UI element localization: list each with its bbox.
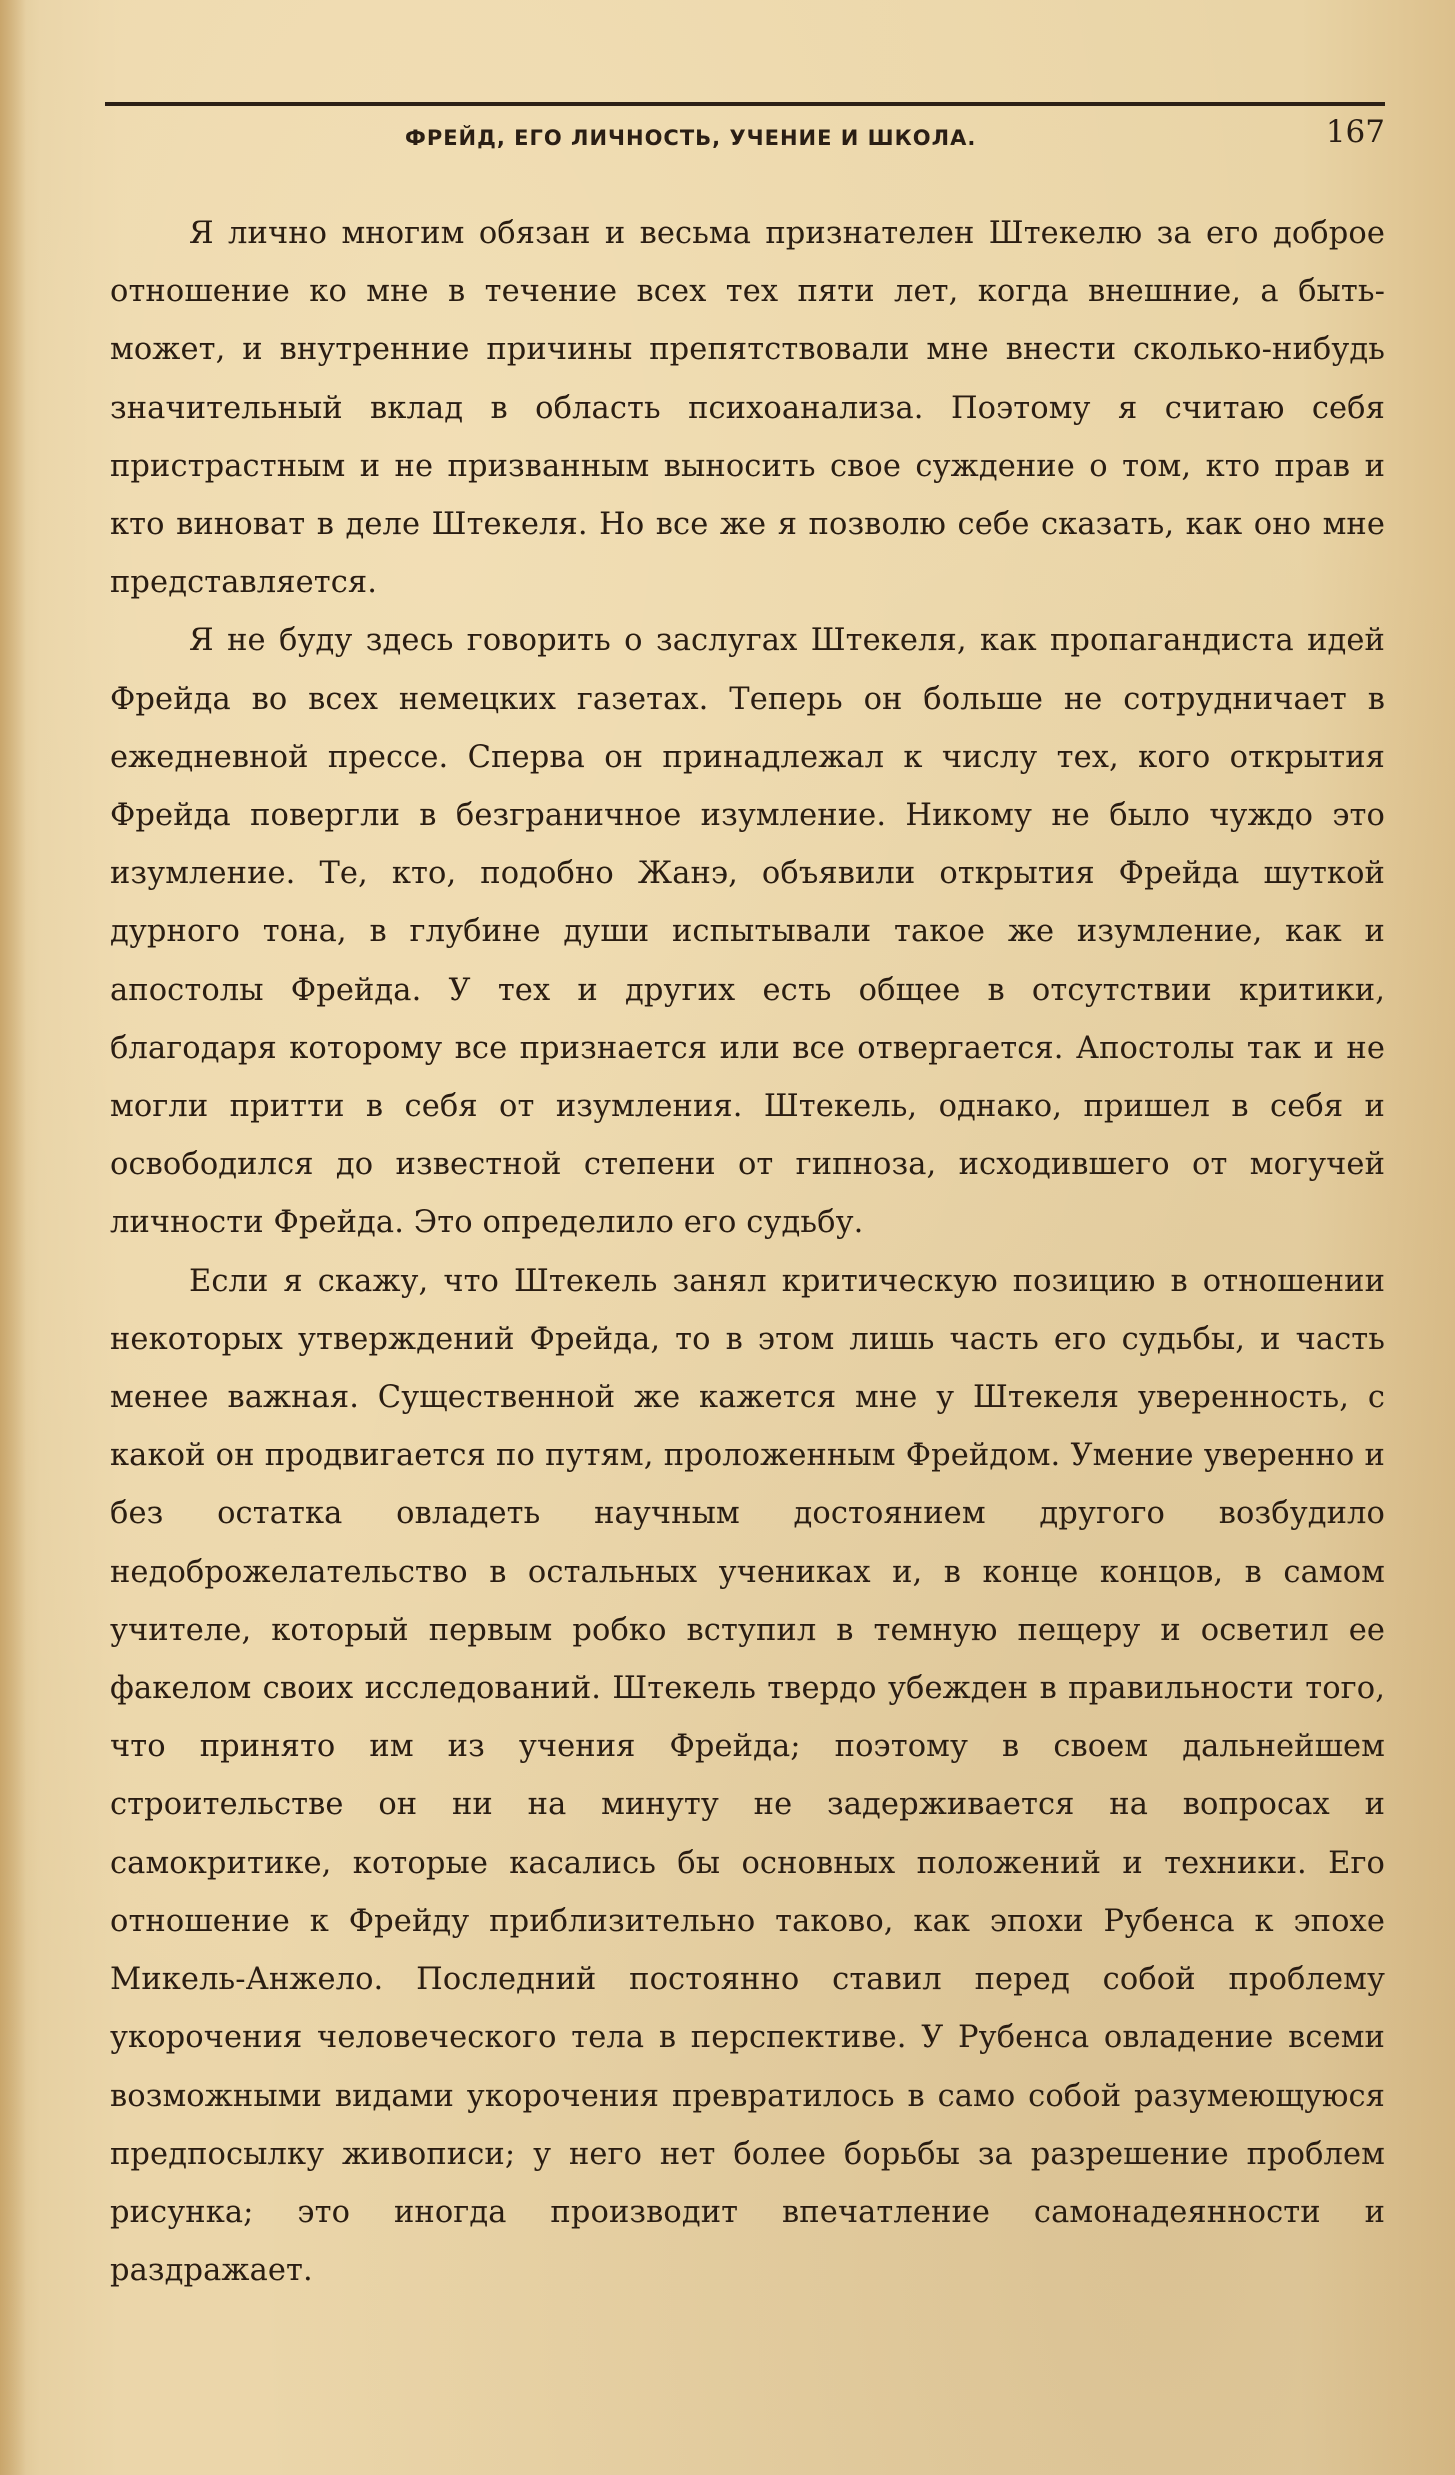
running-head: ФРЕЙД, ЕГО ЛИЧНОСТЬ, УЧЕНИЕ И ШКОЛА. bbox=[405, 126, 977, 150]
header-rule bbox=[105, 102, 1385, 106]
body-text bbox=[110, 205, 1385, 2300]
page-left-edge bbox=[0, 0, 26, 2475]
page-header bbox=[105, 102, 1385, 162]
paragraph-3: Если я скажу, что Штекель занял критическую позицию в отношении некоторых утверждений Фрейда, то в этом лишь часть его судьбы, и часть менее важная. Существенной же кажется мне у Штекеля уверенность, с какой он продвигается по путям, проложенным Фрейдом. Умение уверенно и без остатка овладеть научным достоянием другого возбудило недоброжелательство в остальных учениках и, в конце концов, в самом учителе, который первым робко вступил в темную пещеру и осветил ее факелом своих исследований. Штекель твердо убежден в правильности того, что принято им из учения Фрейда; поэтому в своем дальнейшем строительстве он ни на минуту не задерживается на вопросах и самокритике, которые касались бы основных положений и техники. Его отношение к Фрейду приблизительно таково, как эпохи Рубенса к эпохе Микель-Анжело. Последний постоянно ставил перед собой проблему укорочения человеческого тела в перспективе. У Рубенса овладение всеми возможными видами укорочения превратилось в само собой разумеющуюся предпосылку живописи; у него нет более борьбы за разрешение проблем рисунка; это иногда производит впечатление самонадеянности и раздражает. bbox=[110, 1263, 1385, 2289]
page-number: 167 bbox=[1325, 114, 1385, 150]
paragraph-2: Я не буду здесь говорить о заслугах Штекеля, как пропагандиста идей Фрейда во всех немецких газетах. Теперь он больше не сотрудничает в ежедневной прессе. Сперва он принадлежал к числу тех, кого открытия Фрейда повергли в безграничное изумление. Никому не было чуждо это изумление. Те, кто, подобно Жанэ, объявили открытия Фрейда шуткой дурного тона, в глубине души испытывали такое же изумление, как и апостолы Фрейда. У тех и других есть общее в отсутствии критики, благодаря которому все признается или все отвергается. Апостолы так и не могли притти в себя от изумления. Штекель, однако, пришел в себя и освободился до известной степени от гипноза, исходившего от могучей личности Фрейда. Это определило его судьбу. bbox=[110, 623, 1385, 1241]
paragraph-1: Я лично многим обязан и весьма признателен Штекелю за его доброе отношение ко мне в течение всех тех пяти лет, когда внешние, а быть-может, и внутренние причины препятствовали мне внести сколько-нибудь значительный вклад в область психоанализа. Поэтому я считаю себя пристрастным и не призванным выносить свое суждение о том, кто прав и кто виноват в деле Штекеля. Но все же я позволю себе сказать, как оно мне представляется. bbox=[110, 216, 1385, 601]
